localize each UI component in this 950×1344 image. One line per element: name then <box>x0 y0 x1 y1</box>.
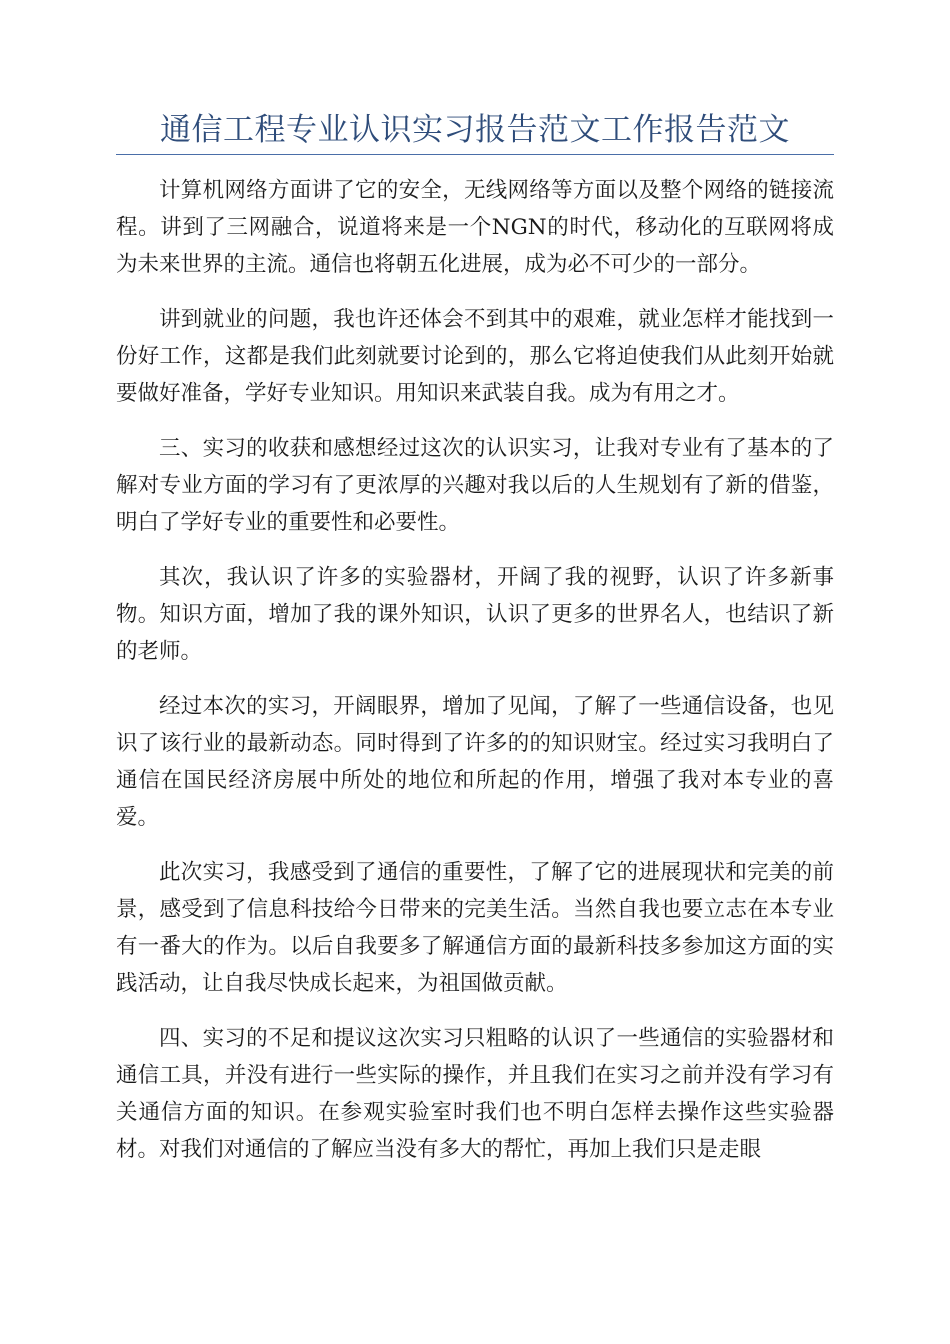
document-body <box>116 172 834 1186</box>
title-underline <box>116 154 834 155</box>
paragraph-5: 经过本次的实习，开阔眼界，增加了见闻，了解了一些通信设备，也见识了该行业的最新动态。同时得到了许多的的知识财宝。经过实习我明白了通信在国民经济房展中所处的地位和所起的作用，增强了我对本专业的喜爱。 <box>116 694 834 830</box>
paragraph-2: 讲到就业的问题，我也许还体会不到其中的艰难，就业怎样才能找到一份好工作，这都是我们此刻就要讨论到的，那么它将迫使我们从此刻开始就要做好准备，学好专业知识。用知识来武装自我。成为有用之才。 <box>116 307 834 406</box>
paragraph-3: 三、实习的收获和感想经过这次的认识实习，让我对专业有了基本的了解对专业方面的学习有了更浓厚的兴趣对我以后的人生规划有了新的借鉴，明白了学好专业的重要性和必要性。 <box>116 436 834 535</box>
paragraph-7: 四、实习的不足和提议这次实习只粗略的认识了一些通信的实验器材和通信工具，并没有进行一些实际的操作，并且我们在实习之前并没有学习有关通信方面的知识。在参观实验室时我们也不明白怎样去操作这些实验器材。对我们对通信的了解应当没有多大的帮忙，再加上我们只是走眼 <box>116 1026 834 1162</box>
paragraph-4: 其次，我认识了许多的实验器材，开阔了我的视野，认识了许多新事物。知识方面，增加了我的课外知识，认识了更多的世界名人，也结识了新的老师。 <box>116 565 834 664</box>
paragraph-6: 此次实习，我感受到了通信的重要性，了解了它的进展现状和完美的前景，感受到了信息科技给今日带来的完美生活。当然自我也要立志在本专业有一番大的作为。以后自我要多了解通信方面的最新科技多参加这方面的实践活动，让自我尽快成长起来，为祖国做贡献。 <box>116 860 834 996</box>
paragraph-1: 计算机网络方面讲了它的安全，无线网络等方面以及整个网络的链接流程。讲到了三网融合，说道将来是一个NGN的时代，移动化的互联网将成为未来世界的主流。通信也将朝五化进展，成为必不可少的一部分。 <box>116 178 834 277</box>
document-title: 通信工程专业认识实习报告范文工作报告范文 <box>160 112 790 148</box>
